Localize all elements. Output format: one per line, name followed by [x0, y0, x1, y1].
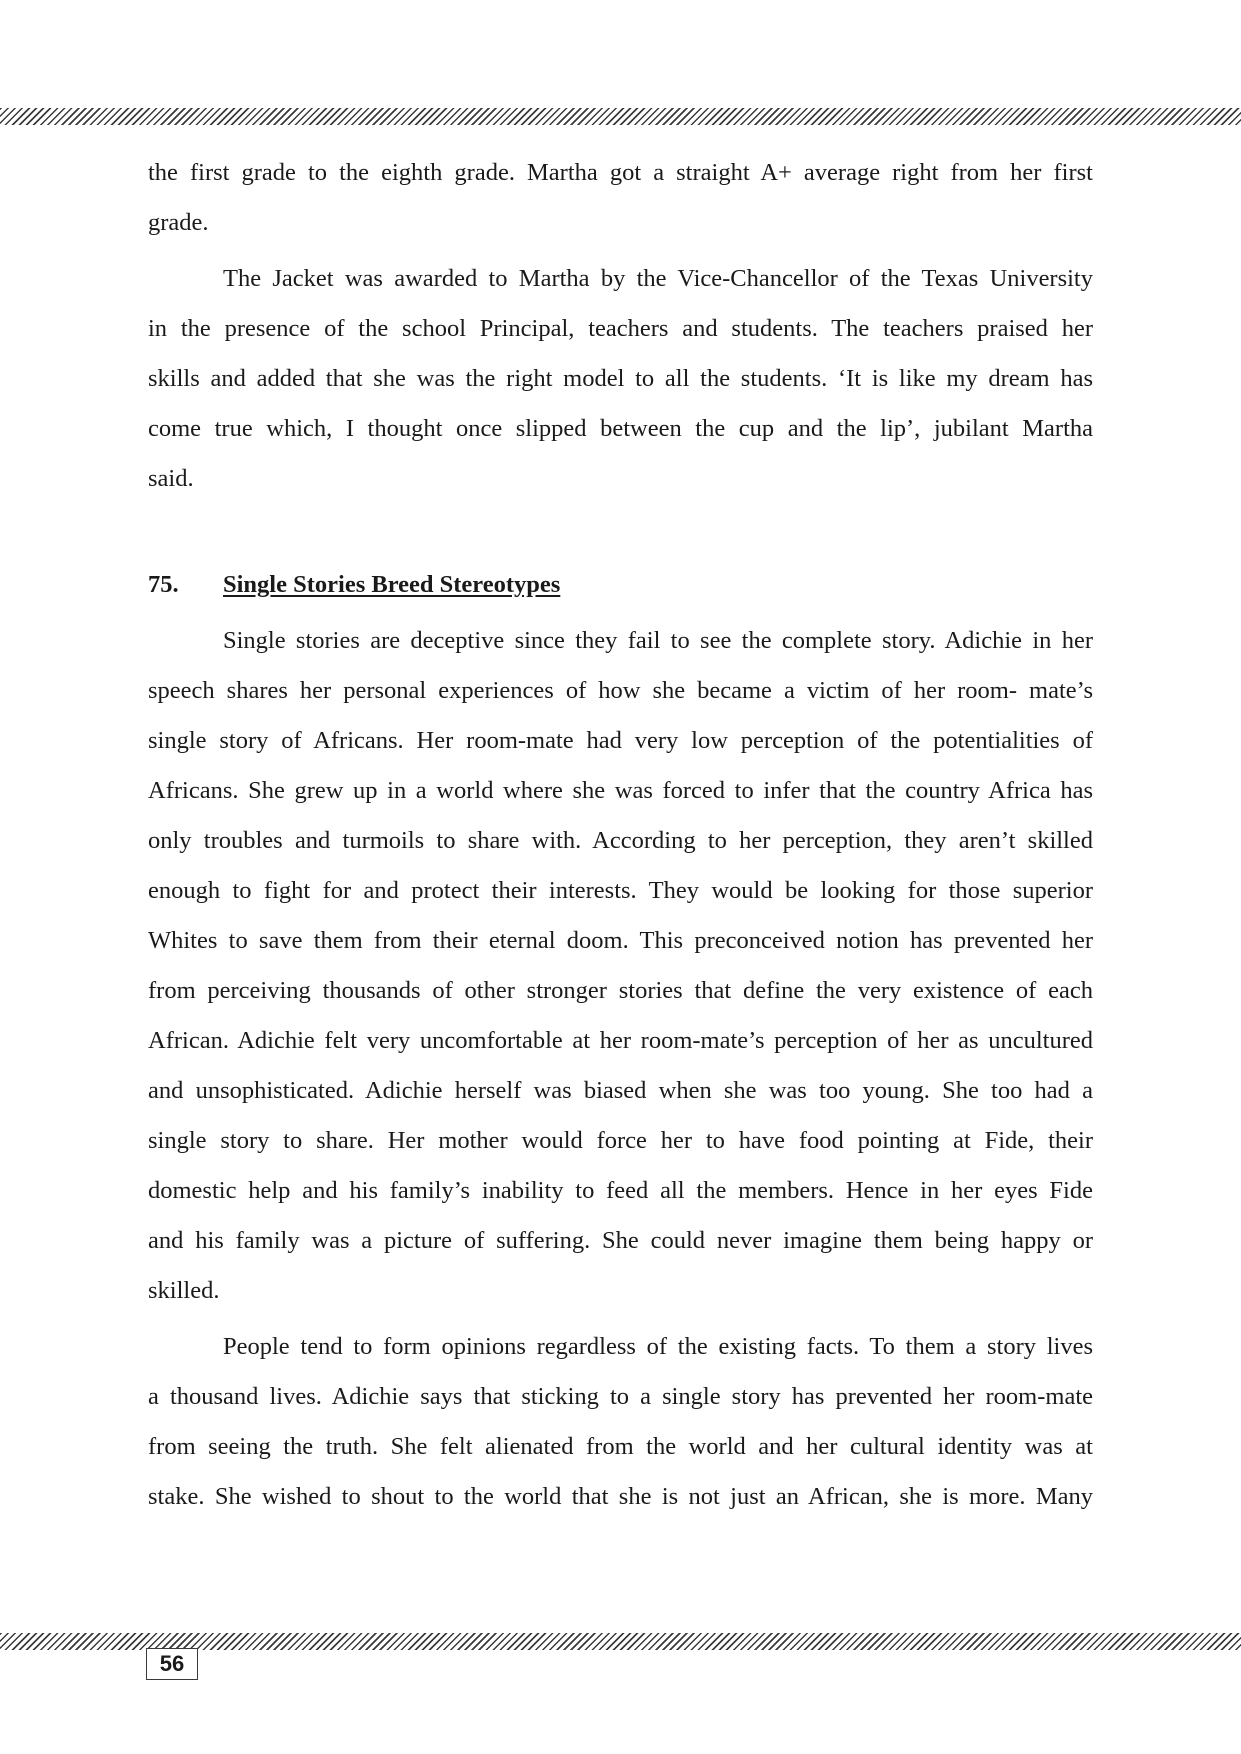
- page-body: [148, 148, 1093, 1522]
- jacket-paragraph: [148, 254, 1093, 504]
- text-line: grade.: [148, 209, 209, 236]
- text-line: Africans. She grew up in a world where she was forced to infer that the country Africa has: [148, 777, 1093, 804]
- text-line: single story to share. Her mother would force her to have food pointing at Fide, their: [148, 1127, 1093, 1154]
- text-line: People tend to form opinions regardless of the existing facts. To them a story lives: [223, 1333, 1093, 1360]
- text-line: come true which, I thought once slipped between the cup and the lip’, jubilant Martha: [148, 415, 1093, 442]
- continuation-paragraph: [148, 148, 1093, 248]
- page-number: 56: [146, 1648, 198, 1680]
- text-line: The Jacket was awarded to Martha by the Vice-Chancellor of the Texas University: [223, 265, 1093, 292]
- text-line: in the presence of the school Principal, teachers and students. The teachers praised her: [148, 315, 1093, 342]
- text-line: Whites to save them from their eternal doom. This preconceived notion has prevented her: [148, 927, 1093, 954]
- section-title: Single Stories Breed Stereotypes: [223, 571, 561, 598]
- text-line: African. Adichie felt very uncomfortable at her room-mate’s perception of her as uncultured: [148, 1027, 1093, 1054]
- text-line: speech shares her personal experiences of how she became a victim of her room- mate’s: [148, 677, 1093, 704]
- text-line: from perceiving thousands of other stronger stories that define the very existence of each: [148, 977, 1093, 1004]
- single-stories-paragraph: [148, 616, 1093, 1316]
- text-line: single story of Africans. Her room-mate had very low perception of the potentialities of: [148, 727, 1093, 754]
- text-line: only troubles and turmoils to share with. According to her perception, they aren’t skilled: [148, 827, 1093, 854]
- text-line: stake. She wished to shout to the world that she is not just an African, she is more. Many: [148, 1483, 1093, 1510]
- header-hatch-band: [0, 108, 1241, 125]
- text-line: and his family was a picture of suffering. She could never imagine them being happy or: [148, 1227, 1093, 1254]
- text-line: skills and added that she was the right model to all the students. ‘It is like my dream has: [148, 365, 1093, 392]
- text-line: a thousand lives. Adichie says that sticking to a single story has prevented her room-mate: [148, 1383, 1093, 1410]
- text-line: domestic help and his family’s inability to feed all the members. Hence in her eyes Fide: [148, 1177, 1093, 1204]
- text-line: and unsophisticated. Adichie herself was biased when she was too young. She too had a: [148, 1077, 1093, 1104]
- opinions-paragraph: [148, 1322, 1093, 1522]
- text-line: enough to fight for and protect their interests. They would be looking for those superior: [148, 877, 1093, 904]
- text-line: skilled.: [148, 1277, 220, 1304]
- text-line: Single stories are deceptive since they fail to see the complete story. Adichie in her: [223, 627, 1093, 654]
- text-line: the first grade to the eighth grade. Martha got a straight A+ average right from her first: [148, 159, 1093, 186]
- section-number: 75.: [148, 571, 179, 598]
- text-line: from seeing the truth. She felt alienated from the world and her cultural identity was at: [148, 1433, 1093, 1460]
- section-heading: [148, 560, 1093, 610]
- text-line: said.: [148, 465, 194, 492]
